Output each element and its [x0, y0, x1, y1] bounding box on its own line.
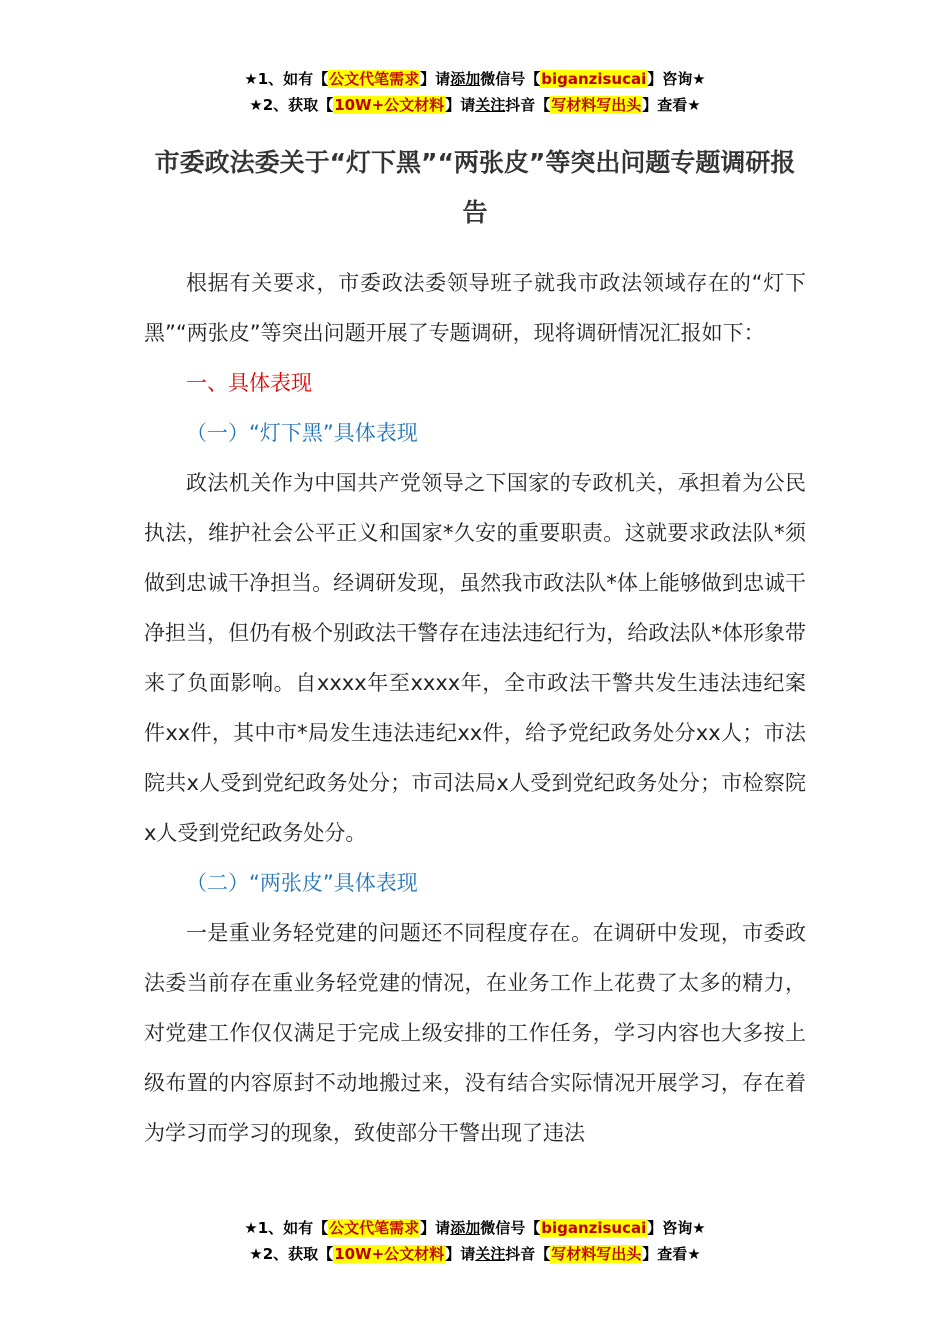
paragraph: 政法机关作为中国共产党领导之下国家的专政机关，承担着为公民执法，维护社会公平正义和国家*久安的重要职责。这就要求政法队*须做到忠诚干净担当。经调研发现，虽然我市政法队*体上能够做到忠诚干净担当，但仍有极个别政法干警存在违法违纪行为，给政法队*体形象带来了负面影响。自xxxx年至xxxx年，全市政法干警共发生违法违纪案件xx件，其中市*局发生违法违纪xx件，给予党纪政务处分xx人；市法院共x人受到党纪政务处分；市司法局x人受到党纪政务处分；市检察院x人受到党纪政务处分。 [144, 471, 806, 845]
subsection-heading: （一）“灯下黑”具体表现 [186, 421, 418, 445]
promo-underline: 关注 [475, 1245, 506, 1263]
document-body [144, 258, 806, 1158]
promo-text: 抖音【 [505, 96, 551, 114]
promo-text: 抖音【 [505, 1245, 551, 1263]
promo-underline: 关注 [475, 96, 506, 114]
promo-text: 微信号【 [480, 1219, 541, 1237]
promo-highlight: biganzisucai [541, 70, 647, 88]
promo-text: 】请 [420, 1219, 451, 1237]
paragraph: 一是重业务轻党建的问题还不同程度存在。在调研中发现，市委政法委当前存在重业务轻党建的情况，在业务工作上花费了太多的精力，对党建工作仅仅满足于完成上级安排的工作任务，学习内容也大多按上级布置的内容原封不动地搬过来，没有结合实际情况开展学习，存在着为学习而学习的现象，致使部分干警出现了违法 [144, 921, 806, 1145]
promo-highlight: 公文代笔需求 [329, 70, 420, 88]
promo-text: ★2、获取【 [249, 96, 334, 114]
promo-line-2 [0, 1241, 950, 1267]
section-heading: 一、具体表现 [186, 371, 312, 395]
promo-underline: 添加 [450, 1219, 481, 1237]
promo-text: 】请 [420, 70, 451, 88]
promo-text: 】请 [445, 96, 476, 114]
promo-text: ★1、如有【 [244, 1219, 329, 1237]
promo-banner-bottom [0, 1215, 950, 1267]
promo-banner-top [0, 66, 950, 118]
promo-line-1 [0, 1215, 950, 1241]
promo-line-1 [0, 66, 950, 92]
document-title: 市委政法委关于“灯下黑”“两张皮”等突出问题专题调研报告 [154, 148, 796, 227]
promo-text: 】咨询★ [647, 70, 706, 88]
promo-text: 】请 [445, 1245, 476, 1263]
promo-highlight: 10W+公文材料 [334, 96, 445, 114]
subsection-heading: （二）“两张皮”具体表现 [186, 871, 418, 895]
promo-text: ★2、获取【 [249, 1245, 334, 1263]
promo-highlight: 10W+公文材料 [334, 1245, 445, 1263]
promo-highlight: 写材料写出头 [551, 96, 642, 114]
promo-highlight: 写材料写出头 [551, 1245, 642, 1263]
promo-text: 微信号【 [480, 70, 541, 88]
promo-line-2 [0, 92, 950, 118]
promo-underline: 添加 [450, 70, 481, 88]
promo-text: 】咨询★ [647, 1219, 706, 1237]
promo-highlight: 公文代笔需求 [329, 1219, 420, 1237]
promo-text: ★1、如有【 [244, 70, 329, 88]
intro-paragraph: 根据有关要求，市委政法委领导班子就我市政法领域存在的“灯下黑”“两张皮”等突出问题开展了专题调研，现将调研情况汇报如下： [144, 271, 806, 345]
promo-highlight: biganzisucai [541, 1219, 647, 1237]
promo-text: 】查看★ [642, 1245, 701, 1263]
promo-text: 】查看★ [642, 96, 701, 114]
